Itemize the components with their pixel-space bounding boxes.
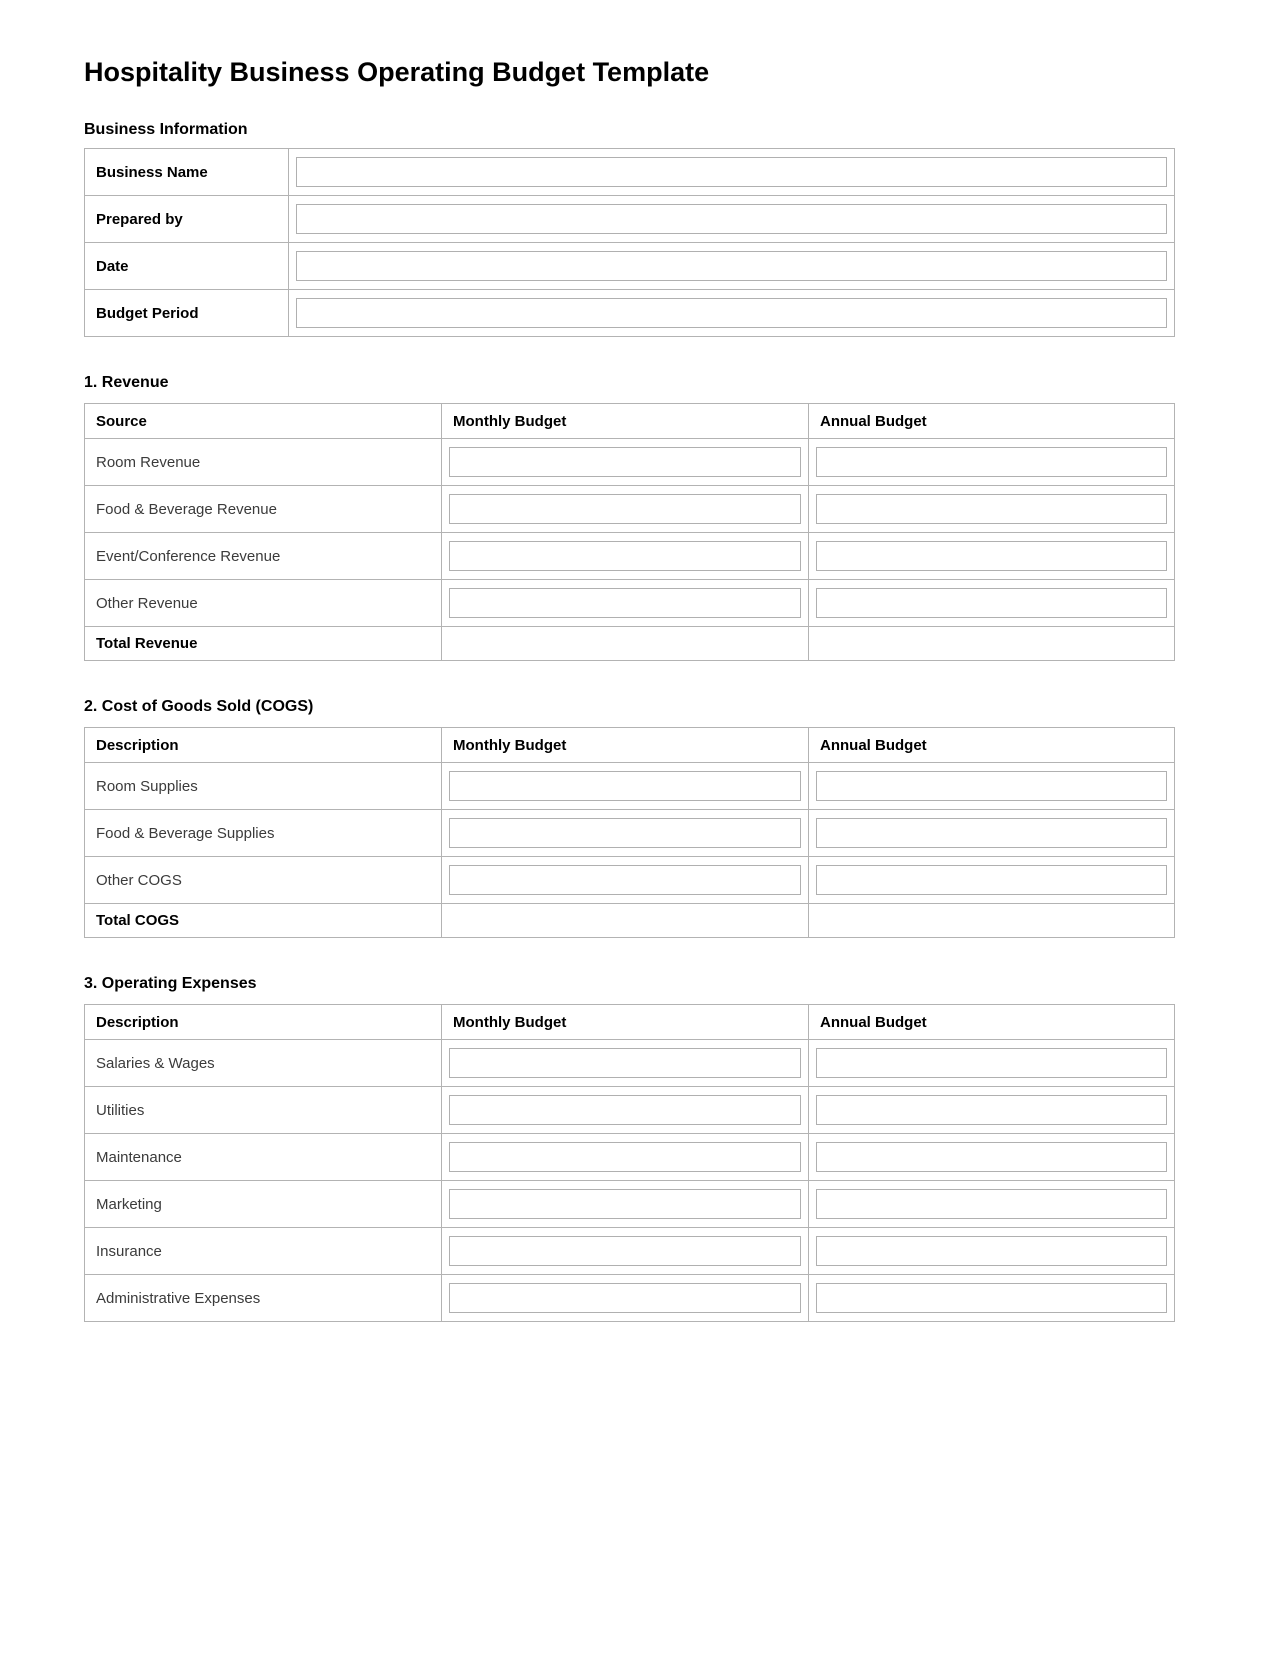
cogs-heading: 2. Cost of Goods Sold (COGS) <box>84 698 314 715</box>
total-cogs-row <box>85 904 1175 938</box>
marketing-monthly-input[interactable] <box>449 1189 801 1219</box>
utilities-label: Utilities <box>85 1087 442 1134</box>
prepared-by-input[interactable] <box>296 204 1167 234</box>
utilities-annual-input-cell <box>809 1087 1175 1134</box>
business-info-row <box>85 196 1175 243</box>
date-label: Date <box>85 243 289 290</box>
utilities-monthly-input[interactable] <box>449 1095 801 1125</box>
administrative-expenses-annual-input-cell <box>809 1275 1175 1322</box>
event-conference-revenue-monthly-input[interactable] <box>449 541 801 571</box>
total-cogs-label: Total COGS <box>85 904 442 938</box>
administrative-expenses-monthly-input[interactable] <box>449 1283 801 1313</box>
annual-budget-column-header: Annual Budget <box>809 728 1175 763</box>
total-cogs-annual-cell <box>809 904 1175 938</box>
salaries-and-wages-annual-input[interactable] <box>816 1048 1167 1078</box>
budget-sections <box>84 373 1175 1322</box>
other-revenue-monthly-input-cell <box>442 580 809 627</box>
total-revenue-label: Total Revenue <box>85 627 442 661</box>
maintenance-monthly-input[interactable] <box>449 1142 801 1172</box>
marketing-label: Marketing <box>85 1181 442 1228</box>
other-revenue-annual-input-cell <box>809 580 1175 627</box>
insurance-annual-input[interactable] <box>816 1236 1167 1266</box>
room-revenue-annual-input[interactable] <box>816 447 1167 477</box>
business-name-input[interactable] <box>296 157 1167 187</box>
business-info-row <box>85 243 1175 290</box>
table-row <box>85 1087 1175 1134</box>
event-conference-revenue-monthly-input-cell <box>442 533 809 580</box>
description-column-header: Description <box>85 728 442 763</box>
table-row <box>85 857 1175 904</box>
table-row <box>85 533 1175 580</box>
cogs-header-row <box>85 728 1175 763</box>
other-revenue-label: Other Revenue <box>85 580 442 627</box>
table-row <box>85 486 1175 533</box>
room-revenue-monthly-input-cell <box>442 439 809 486</box>
total-revenue-annual-cell <box>809 627 1175 661</box>
maintenance-label: Maintenance <box>85 1134 442 1181</box>
monthly-budget-column-header: Monthly Budget <box>442 1005 809 1040</box>
prepared-by-label: Prepared by <box>85 196 289 243</box>
total-revenue-monthly-cell <box>442 627 809 661</box>
marketing-monthly-input-cell <box>442 1181 809 1228</box>
maintenance-monthly-input-cell <box>442 1134 809 1181</box>
business-information-heading: Business Information <box>84 121 248 138</box>
source-column-header: Source <box>85 404 442 439</box>
monthly-budget-column-header: Monthly Budget <box>442 404 809 439</box>
other-cogs-monthly-input-cell <box>442 857 809 904</box>
business-name-input-cell <box>289 149 1175 196</box>
other-revenue-annual-input[interactable] <box>816 588 1167 618</box>
event-conference-revenue-annual-input[interactable] <box>816 541 1167 571</box>
insurance-monthly-input[interactable] <box>449 1236 801 1266</box>
marketing-annual-input-cell <box>809 1181 1175 1228</box>
budget-period-input-cell <box>289 290 1175 337</box>
food-and-beverage-supplies-monthly-input[interactable] <box>449 818 801 848</box>
other-revenue-monthly-input[interactable] <box>449 588 801 618</box>
food-and-beverage-revenue-monthly-input-cell <box>442 486 809 533</box>
annual-budget-column-header: Annual Budget <box>809 404 1175 439</box>
operating-expenses-table <box>84 1004 1175 1322</box>
room-supplies-annual-input-cell <box>809 763 1175 810</box>
table-row <box>85 580 1175 627</box>
insurance-annual-input-cell <box>809 1228 1175 1275</box>
business-info-row <box>85 290 1175 337</box>
insurance-monthly-input-cell <box>442 1228 809 1275</box>
revenue-header-row <box>85 404 1175 439</box>
table-row <box>85 763 1175 810</box>
food-and-beverage-revenue-annual-input[interactable] <box>816 494 1167 524</box>
section-revenue <box>84 373 1175 661</box>
insurance-label: Insurance <box>85 1228 442 1275</box>
business-info-table-body <box>85 149 1175 337</box>
section-operating-expenses <box>84 974 1175 1322</box>
administrative-expenses-monthly-input-cell <box>442 1275 809 1322</box>
date-input[interactable] <box>296 251 1167 281</box>
monthly-budget-column-header: Monthly Budget <box>442 728 809 763</box>
table-row <box>85 1275 1175 1322</box>
administrative-expenses-label: Administrative Expenses <box>85 1275 442 1322</box>
food-and-beverage-revenue-label: Food & Beverage Revenue <box>85 486 442 533</box>
administrative-expenses-annual-input[interactable] <box>816 1283 1167 1313</box>
room-supplies-label: Room Supplies <box>85 763 442 810</box>
food-and-beverage-supplies-monthly-input-cell <box>442 810 809 857</box>
annual-budget-column-header: Annual Budget <box>809 1005 1175 1040</box>
room-supplies-monthly-input-cell <box>442 763 809 810</box>
total-revenue-row <box>85 627 1175 661</box>
event-conference-revenue-label: Event/Conference Revenue <box>85 533 442 580</box>
event-conference-revenue-annual-input-cell <box>809 533 1175 580</box>
food-and-beverage-supplies-label: Food & Beverage Supplies <box>85 810 442 857</box>
other-cogs-label: Other COGS <box>85 857 442 904</box>
table-row <box>85 1228 1175 1275</box>
room-supplies-annual-input[interactable] <box>816 771 1167 801</box>
table-row <box>85 439 1175 486</box>
room-revenue-monthly-input[interactable] <box>449 447 801 477</box>
food-and-beverage-supplies-annual-input[interactable] <box>816 818 1167 848</box>
budget-period-input[interactable] <box>296 298 1167 328</box>
revenue-table <box>84 403 1175 661</box>
food-and-beverage-supplies-annual-input-cell <box>809 810 1175 857</box>
cogs-table <box>84 727 1175 938</box>
room-revenue-annual-input-cell <box>809 439 1175 486</box>
utilities-annual-input[interactable] <box>816 1095 1167 1125</box>
total-cogs-monthly-cell <box>442 904 809 938</box>
operating-expenses-heading: 3. Operating Expenses <box>84 975 257 992</box>
page-title: Hospitality Business Operating Budget Template <box>84 57 710 87</box>
business-name-label: Business Name <box>85 149 289 196</box>
business-info-row <box>85 149 1175 196</box>
other-cogs-monthly-input[interactable] <box>449 865 801 895</box>
table-row <box>85 1134 1175 1181</box>
salaries-and-wages-monthly-input-cell <box>442 1040 809 1087</box>
revenue-heading: 1. Revenue <box>84 374 169 391</box>
maintenance-annual-input-cell <box>809 1134 1175 1181</box>
prepared-by-input-cell <box>289 196 1175 243</box>
food-and-beverage-revenue-monthly-input[interactable] <box>449 494 801 524</box>
table-row <box>85 810 1175 857</box>
description-column-header: Description <box>85 1005 442 1040</box>
salaries-and-wages-monthly-input[interactable] <box>449 1048 801 1078</box>
operating-expenses-header-row <box>85 1005 1175 1040</box>
other-cogs-annual-input-cell <box>809 857 1175 904</box>
budget-period-label: Budget Period <box>85 290 289 337</box>
marketing-annual-input[interactable] <box>816 1189 1167 1219</box>
maintenance-annual-input[interactable] <box>816 1142 1167 1172</box>
food-and-beverage-revenue-annual-input-cell <box>809 486 1175 533</box>
section-cogs <box>84 697 1175 938</box>
room-supplies-monthly-input[interactable] <box>449 771 801 801</box>
business-info-table <box>84 148 1175 337</box>
table-row <box>85 1181 1175 1228</box>
utilities-monthly-input-cell <box>442 1087 809 1134</box>
other-cogs-annual-input[interactable] <box>816 865 1167 895</box>
salaries-and-wages-label: Salaries & Wages <box>85 1040 442 1087</box>
room-revenue-label: Room Revenue <box>85 439 442 486</box>
table-row <box>85 1040 1175 1087</box>
date-input-cell <box>289 243 1175 290</box>
salaries-and-wages-annual-input-cell <box>809 1040 1175 1087</box>
